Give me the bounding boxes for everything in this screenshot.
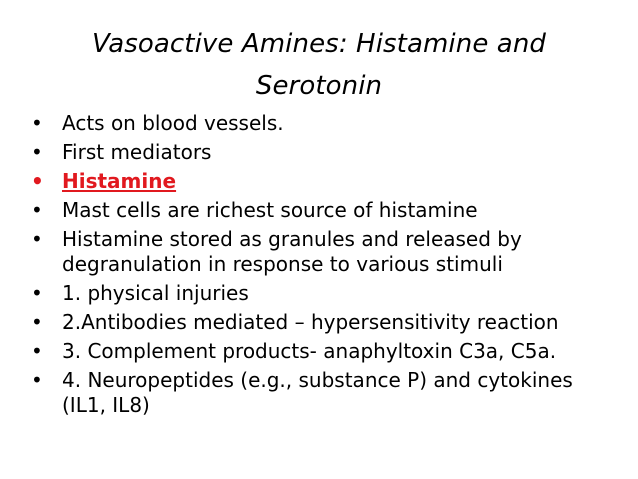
bullet-text: First mediators xyxy=(62,140,212,164)
slide-title: Vasoactive Amines: Histamine and Serotonin xyxy=(91,29,547,101)
bullet-text: Histamine stored as granules and released by degranulation in response to various stimuli xyxy=(62,227,522,276)
bullet-item xyxy=(31,111,621,136)
bullet-dot-icon: • xyxy=(31,339,43,363)
bullet-item xyxy=(31,281,621,306)
bullet-item xyxy=(31,198,621,223)
bullet-text: 2.Antibodies mediated – hypersensitivity reaction xyxy=(62,310,559,334)
bullet-dot-icon: • xyxy=(31,198,43,222)
bullet-item-highlighted xyxy=(31,169,621,194)
bullet-dot-icon: • xyxy=(31,140,43,164)
bullet-text: 3. Complement products- anaphyltoxin C3a, C5a. xyxy=(62,339,557,363)
bullet-dot-icon: • xyxy=(31,368,43,392)
bullet-dot-icon: • xyxy=(31,227,43,251)
bullet-text: 1. physical injuries xyxy=(62,281,249,305)
bullet-dot-icon: • xyxy=(31,111,43,135)
bullet-text: 4. Neuropeptides (e.g., substance P) and cytokines (IL1, IL8) xyxy=(62,368,573,417)
bullet-item xyxy=(31,368,621,418)
bullet-item xyxy=(31,140,621,165)
bullet-item xyxy=(31,227,621,277)
bullet-text: Acts on blood vessels. xyxy=(62,111,284,135)
bullet-text: Mast cells are richest source of histamine xyxy=(62,198,478,222)
bullet-dot-icon: • xyxy=(31,281,43,305)
bullet-item xyxy=(31,339,621,364)
bullet-list xyxy=(31,111,621,422)
bullet-dot-icon: • xyxy=(31,169,44,193)
bullet-item xyxy=(31,310,621,335)
bullet-dot-icon: • xyxy=(31,310,43,334)
bullet-text: Histamine xyxy=(62,169,177,193)
